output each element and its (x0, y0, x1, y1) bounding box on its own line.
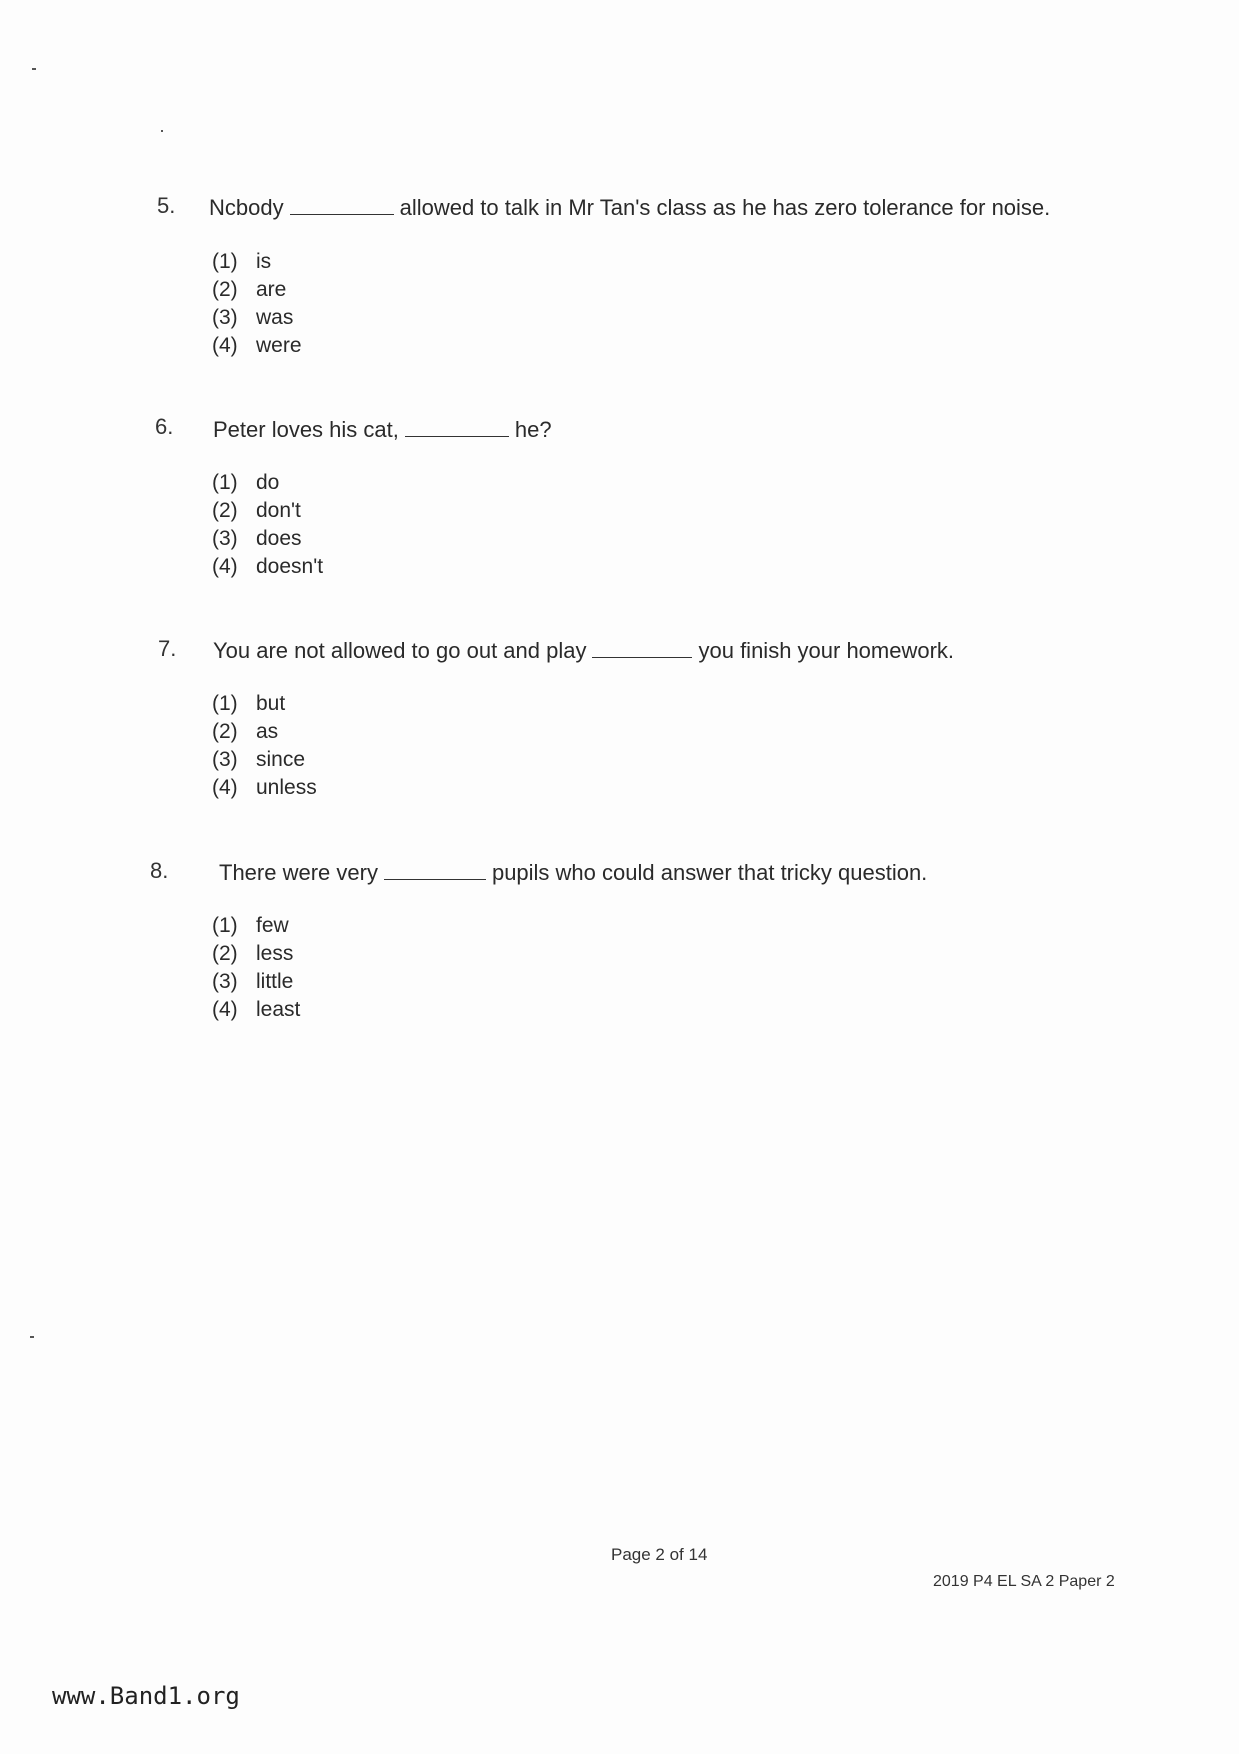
stem-text-after: pupils who could answer that tricky question. (491, 860, 928, 885)
answer-blank (290, 196, 394, 215)
question-number: 7. (158, 636, 177, 661)
option-item: (2) are (212, 278, 287, 301)
question-number: 5. (157, 193, 176, 218)
stem-text-before: Ncbody (209, 195, 284, 220)
answer-blank (592, 639, 692, 658)
question-number: 6. (155, 414, 174, 439)
option-item: (1) few (212, 914, 289, 937)
scan-speck (161, 130, 163, 132)
option-item: (4) were (212, 334, 302, 357)
option-item: (4) least (212, 998, 301, 1021)
option-item: (1) is (212, 250, 272, 273)
stem-text-after: he? (514, 417, 552, 442)
watermark-url: www.Band1.org (52, 1682, 240, 1710)
option-item: (3) since (212, 748, 306, 771)
option-item: (1) but (212, 692, 286, 715)
scan-speck (30, 1336, 34, 1338)
option-item: (4) unless (212, 776, 317, 799)
answer-blank (384, 861, 486, 880)
option-item: (3) was (212, 306, 294, 329)
stem-text-after: allowed to talk in Mr Tan's class as he has zero tolerance for noise. (399, 195, 1051, 220)
answer-blank (405, 418, 509, 437)
paper-code-label: 2019 P4 EL SA 2 Paper 2 (933, 1573, 1115, 1590)
option-item: (3) little (212, 970, 294, 993)
scan-speck (32, 68, 36, 70)
option-list (212, 912, 300, 1024)
stem-text-before: You are not allowed to go out and play (213, 638, 587, 663)
option-list (212, 248, 302, 360)
stem-text-before: Peter loves his cat, (213, 417, 399, 442)
option-item: (2) don't (212, 499, 301, 522)
question-stem (219, 860, 927, 886)
question-number: 8. (150, 858, 169, 883)
option-list (212, 690, 317, 802)
option-list (212, 469, 323, 581)
page-number-label: Page 2 of 14 (611, 1545, 708, 1564)
question-stem (209, 195, 1050, 221)
option-item: (4) doesn't (212, 555, 324, 578)
question-stem (213, 638, 954, 664)
stem-text-before: There were very (219, 860, 378, 885)
option-item: (1) do (212, 471, 280, 494)
option-item: (3) does (212, 527, 302, 550)
option-item: (2) as (212, 720, 279, 743)
question-stem (213, 417, 552, 443)
option-item: (2) less (212, 942, 294, 965)
stem-text-after: you finish your homework. (698, 638, 955, 663)
